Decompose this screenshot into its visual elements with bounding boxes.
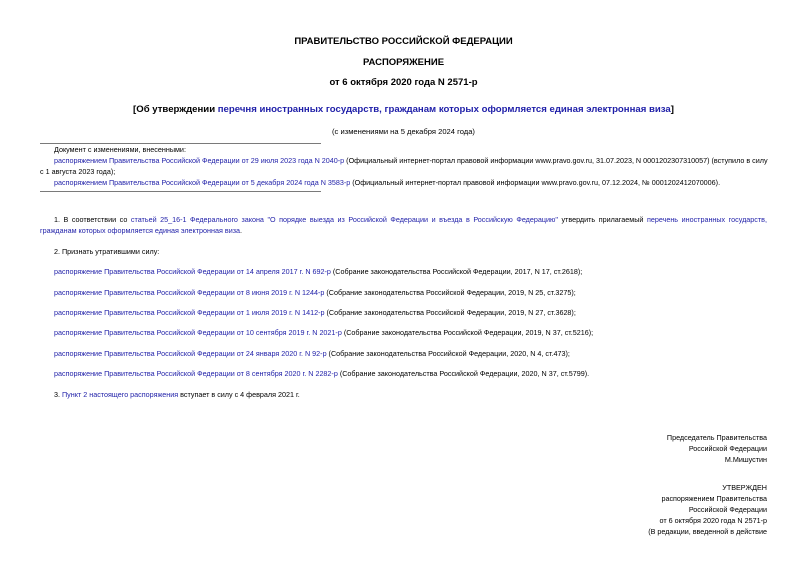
- paragraph-1: 1. В соответствии со статьей 25_16-1 Федерального закона "О порядке выезда из Российской Федерации и въезда в Российскую Федерацию" утвердить прилагаемый перечень иностранных государств, гражданам которых оформляется единая электронная виза.: [40, 215, 767, 235]
- approval-line-4: от 6 октября 2020 года N 2571-р: [659, 516, 767, 525]
- document-type: РАСПОРЯЖЕНИЕ: [362, 57, 445, 68]
- approval-line-5: (В редакции, введенной в действие: [648, 527, 767, 536]
- repealed-link-1[interactable]: распоряжение Правительства Российской Федерации от 14 апреля 2017 г. N 692-р: [54, 267, 331, 276]
- repealed-item: распоряжение Правительства Российской Федерации от 8 сентября 2020 г. N 2282-р (Собрание законодательства Российской Федерации, 2020, N 37, ст.5799).: [54, 369, 590, 378]
- signature-name: М.Мишустин: [724, 455, 767, 464]
- approval-line-3: Российской Федерации: [688, 505, 767, 514]
- approval-block: [648, 482, 767, 537]
- signature-position: Председатель Правительства: [666, 433, 767, 442]
- change-item-1: распоряжением Правительства Российской Федерации от 29 июля 2023 года N 2040-р (Официальный интернет-портал правовой информации www.pravo.gov.ru, 31.07.2023, N 0001202307310057) (вступило в силу: [54, 156, 768, 165]
- repealed-item: распоряжение Правительства Российской Федерации от 8 июня 2019 г. N 1244-р (Собрание законодательства Российской Федерации, 2019, N 25, ст.3275);: [54, 288, 576, 297]
- change-item-1-cont: с 1 августа 2023 года);: [40, 167, 116, 176]
- repealed-link-5[interactable]: распоряжение Правительства Российской Федерации от 24 января 2020 г. N 92-р: [54, 349, 327, 358]
- document-date: от 6 октября 2020 года N 2571-р: [329, 77, 478, 88]
- repealed-item: распоряжение Правительства Российской Федерации от 10 сентября 2019 г. N 2021-р (Собрание законодательства Российской Федерации, 2019, N 37, ст.5216);: [54, 328, 594, 337]
- repealed-item: распоряжение Правительства Российской Федерации от 24 января 2020 г. N 92-р (Собрание законодательства Российской Федерации, 2020, N 4, ст.473);: [54, 349, 570, 358]
- title-close: ]: [670, 104, 674, 115]
- approval-title: УТВЕРЖДЕН: [722, 483, 767, 492]
- repealed-link-3[interactable]: распоряжение Правительства Российской Федерации от 1 июля 2019 г. N 1412-р: [54, 308, 325, 317]
- repealed-item: распоряжение Правительства Российской Федерации от 14 апреля 2017 г. N 692-р (Собрание законодательства Российской Федерации, 2017, N 17, ст.2618);: [54, 267, 583, 276]
- change-link-2[interactable]: распоряжением Правительства Российской Федерации от 5 декабря 2024 года N 3583-р: [54, 178, 351, 187]
- paragraph-2: 2. Признать утратившими силу:: [54, 247, 160, 256]
- list-link-part2[interactable]: гражданам которых оформляется единая электронная виза: [40, 226, 240, 235]
- edition-note: (с изменениями на 5 декабря 2024 года): [332, 127, 475, 136]
- changes-intro: Документ с изменениями, внесенными:: [54, 145, 186, 154]
- repealed-link-6[interactable]: распоряжение Правительства Российской Федерации от 8 сентября 2020 г. N 2282-р: [54, 369, 338, 378]
- changes-bottom-rule: [40, 191, 321, 192]
- signature-body: Российской Федерации: [688, 444, 767, 453]
- signature-block: [667, 432, 767, 465]
- document-title: [0, 104, 807, 115]
- point-2-link[interactable]: Пункт 2 настоящего распоряжения: [62, 390, 179, 399]
- law-article-link[interactable]: статьей 25_16-1 Федерального закона "О порядке выезда из Российской Федерации и въезда в Российскую Федерацию": [130, 215, 558, 224]
- repealed-item: распоряжение Правительства Российской Федерации от 1 июля 2019 г. N 1412-р (Собрание законодательства Российской Федерации, 2019, N 27, ст.3628);: [54, 308, 576, 317]
- title-link[interactable]: перечня иностранных государств, гражданам которых оформляется единая электронная виза: [217, 104, 671, 115]
- paragraph-3: 3. Пункт 2 настоящего распоряжения вступает в силу с 4 февраля 2021 г.: [54, 390, 300, 399]
- approval-line-2: распоряжением Правительства: [661, 494, 767, 503]
- change-link-1[interactable]: распоряжением Правительства Российской Федерации от 29 июля 2023 года N 2040-р: [54, 156, 345, 165]
- issuing-authority: ПРАВИТЕЛЬСТВО РОССИЙСКОЙ ФЕДЕРАЦИИ: [294, 36, 513, 47]
- change-item-2: распоряжением Правительства Российской Федерации от 5 декабря 2024 года N 3583-р (Официальный интернет-портал правовой информации www.pravo.gov.ru, 07.12.2024, № 0001202412070006).: [54, 178, 721, 187]
- list-link-part1[interactable]: перечень иностранных государств,: [646, 215, 767, 224]
- repealed-link-4[interactable]: распоряжение Правительства Российской Федерации от 10 сентября 2019 г. N 2021-р: [54, 328, 342, 337]
- title-open: [Об утверждении: [133, 104, 218, 115]
- repealed-link-2[interactable]: распоряжение Правительства Российской Федерации от 8 июня 2019 г. N 1244-р: [54, 288, 325, 297]
